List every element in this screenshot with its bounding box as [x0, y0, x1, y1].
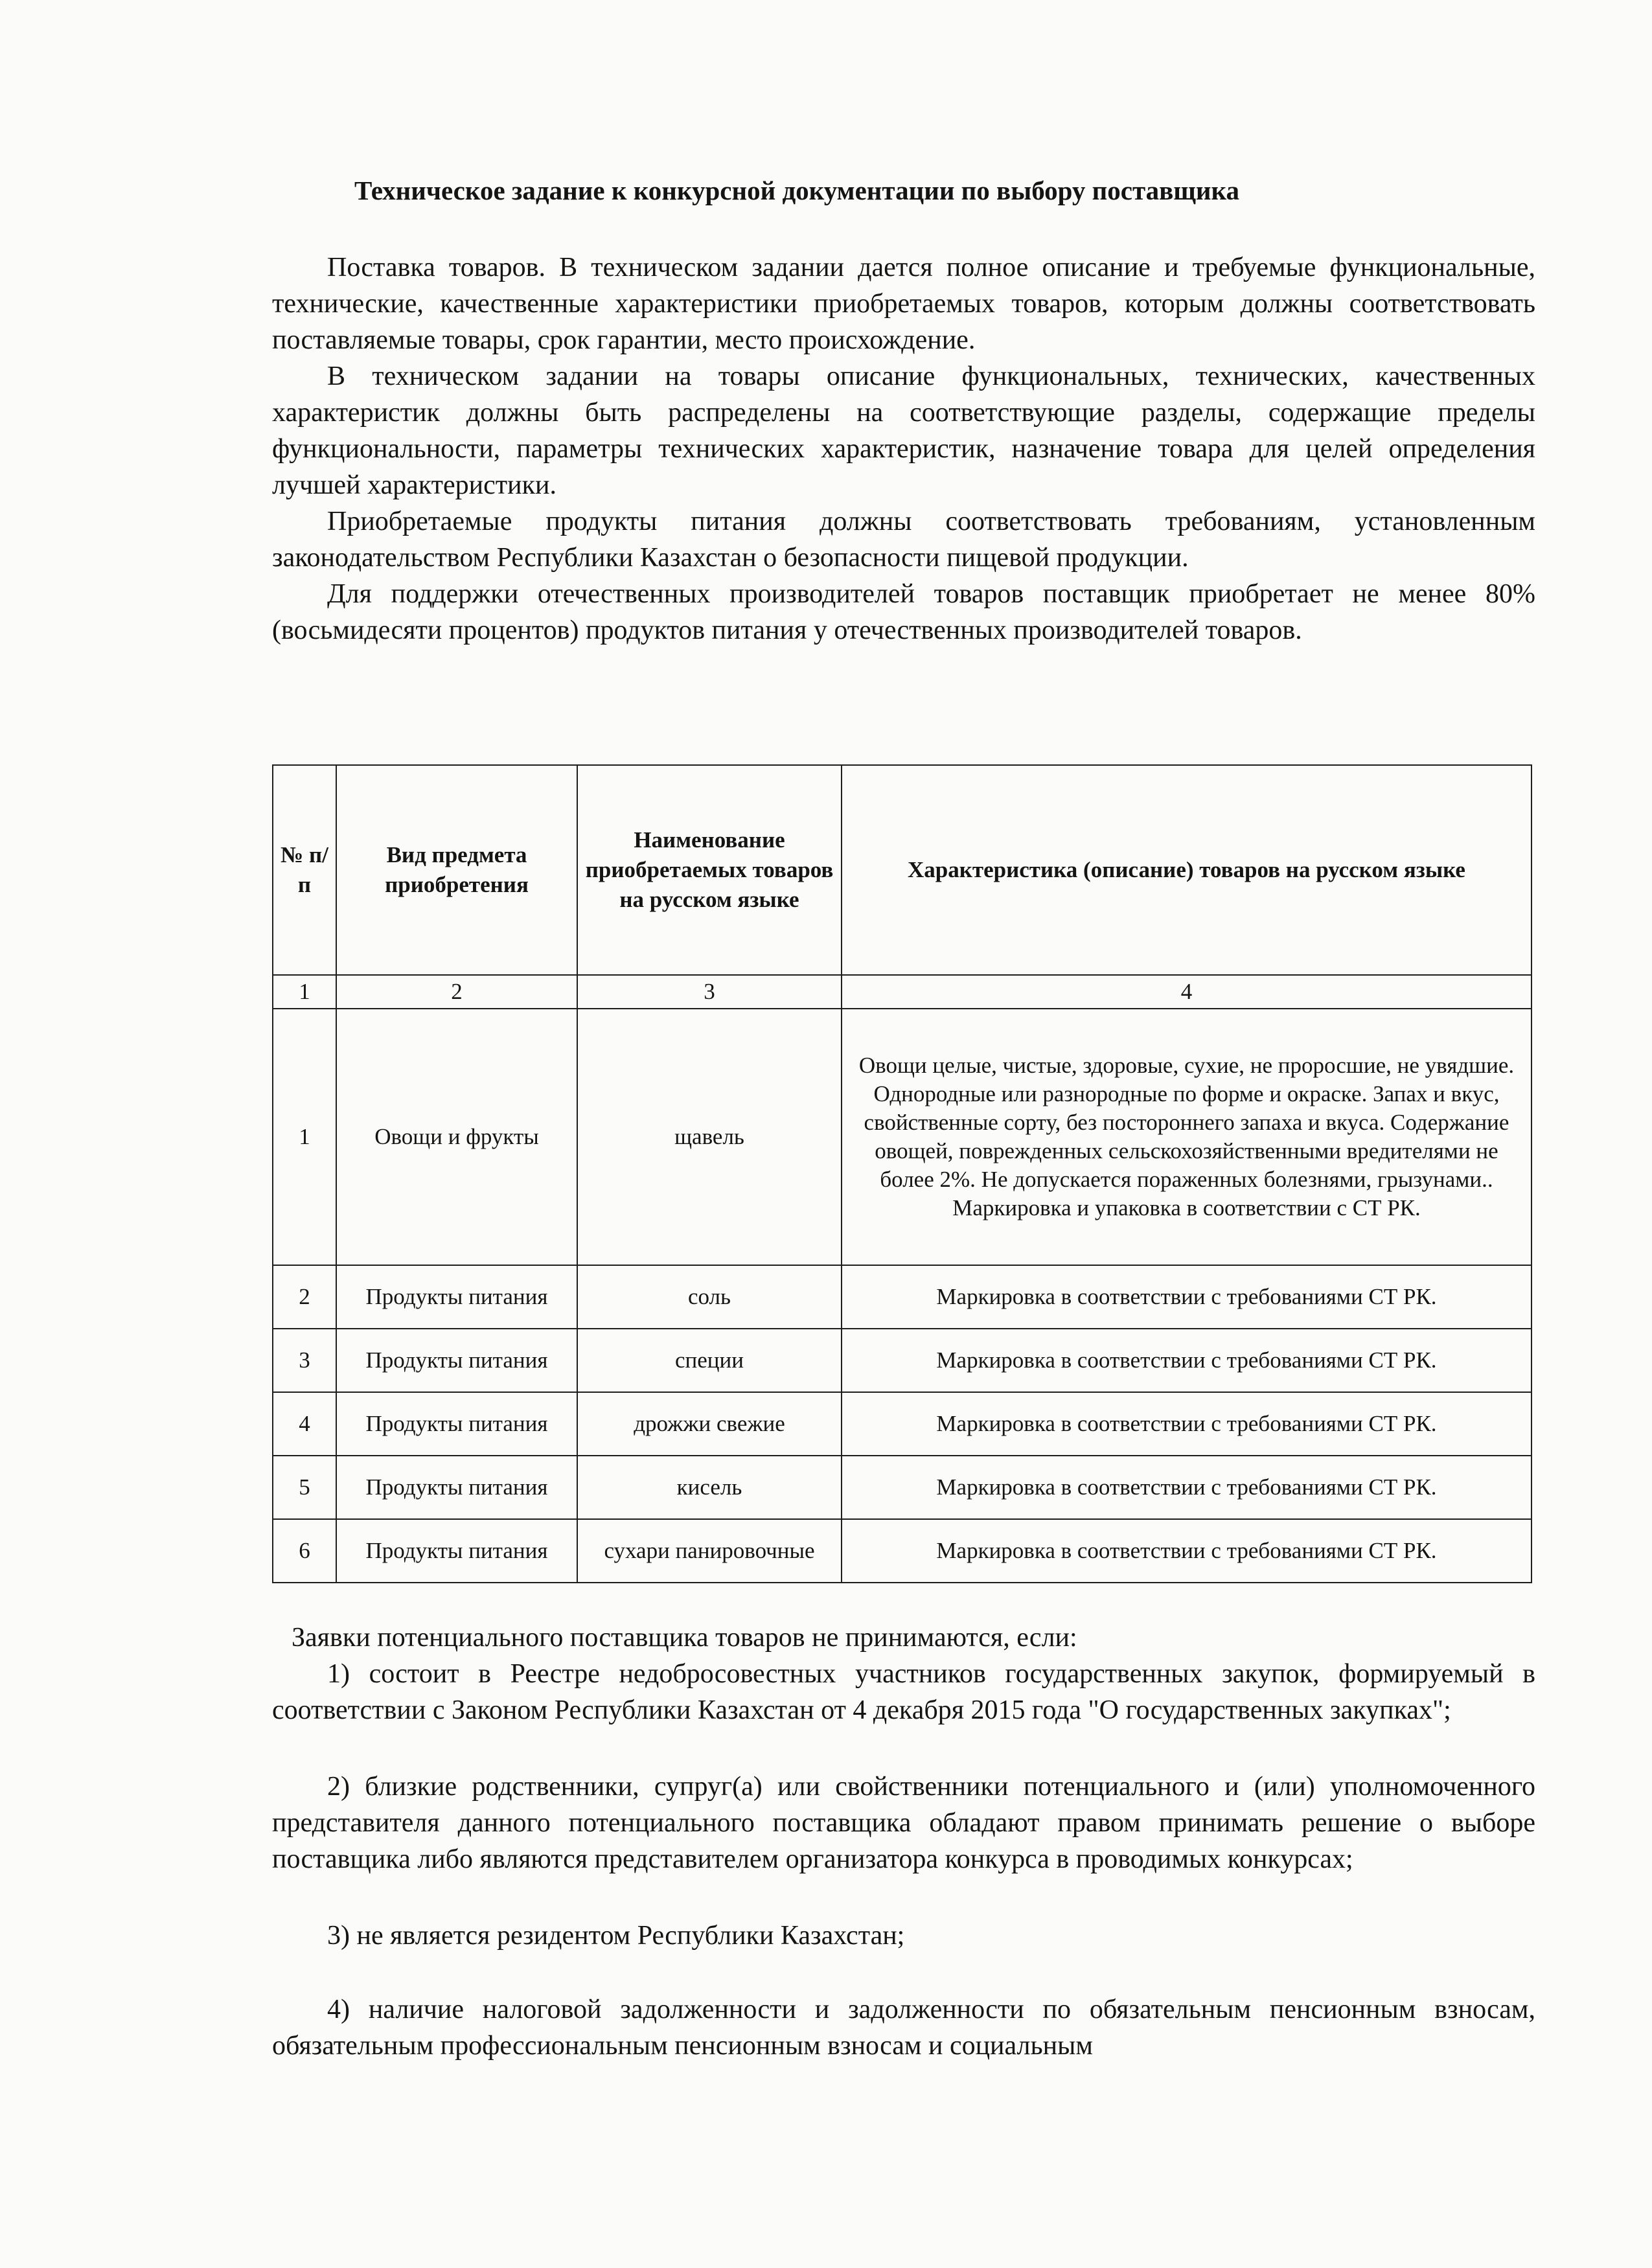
table-row	[273, 1392, 1532, 1456]
header-description: Характеристика (описание) товаров на русском языке	[842, 765, 1532, 975]
column-number: 4	[842, 975, 1532, 1009]
row-number: 5	[273, 1456, 336, 1519]
row-description: Маркировка в соответствии с требованиями СТ РК.	[842, 1329, 1532, 1392]
row-number: 6	[273, 1519, 336, 1583]
rejection-conditions	[272, 1620, 1535, 2064]
table-row	[273, 1329, 1532, 1392]
row-number: 4	[273, 1392, 336, 1456]
row-name: кисель	[577, 1456, 842, 1519]
column-number: 2	[336, 975, 577, 1009]
table-row	[273, 1009, 1532, 1265]
row-description: Маркировка в соответствии с требованиями СТ РК.	[842, 1519, 1532, 1583]
row-name: сухари панировочные	[577, 1519, 842, 1583]
intro-paragraph: Приобретаемые продукты питания должны соответствовать требованиям, установленным законодательством Республики Казахстан о безопасности пищевой продукции.	[272, 507, 1535, 573]
row-number: 1	[273, 1009, 336, 1265]
row-description: Маркировка в соответствии с требованиями СТ РК.	[842, 1456, 1532, 1519]
column-number: 3	[577, 975, 842, 1009]
row-description: Маркировка в соответствии с требованиями СТ РК.	[842, 1392, 1532, 1456]
row-name: специи	[577, 1329, 842, 1392]
header-name: Наименование приобретаемых товаров на русском языке	[577, 765, 842, 975]
row-number: 3	[273, 1329, 336, 1392]
row-description: Овощи целые, чистые, здоровые, сухие, не проросшие, не увядшие. Однородные или разнородные по форме и окраске. Запах и вкус, свойственные сорту, без постороннего запаха и вкуса. Содержание овощей, поврежденных сельскохозяйственными вредителями не более 2%. Не допускается пораженных болезнями, грызунами.. Маркировка и упаковка в соответствии с СТ РК.	[842, 1009, 1532, 1265]
row-name: дрожжи свежие	[577, 1392, 842, 1456]
row-type: Продукты питания	[336, 1329, 577, 1392]
header-type: Вид предмета приобретения	[336, 765, 577, 975]
row-type: Продукты питания	[336, 1392, 577, 1456]
goods-table	[272, 764, 1532, 1583]
intro-section	[272, 249, 1535, 648]
table-row	[273, 1456, 1532, 1519]
row-type: Продукты питания	[336, 1265, 577, 1329]
row-name: соль	[577, 1265, 842, 1329]
condition-item: 4) наличие налоговой задолженности и задолженности по обязательным пенсионным взносам, обязательным профессиональным пенсионным взносам и социальным	[272, 1995, 1535, 2061]
condition-item: 2) близкие родственники, супруг(а) или свойственники потенциального и (или) уполномоченного представителя данного потенциального поставщика обладают правом принимать решение о выборе поставщика либо являются представителем организатора конкурса в проводимых конкурсах;	[272, 1772, 1535, 1874]
intro-paragraph: Для поддержки отечественных производителей товаров поставщик приобретает не менее 80% (восьмидесяти процентов) продуктов питания у отечественных производителей товаров.	[272, 579, 1535, 645]
table-row	[273, 1519, 1532, 1583]
intro-paragraph: В техническом задании на товары описание функциональных, технических, качественных характеристик должны быть распределены на соответствующие разделы, содержащие пределы функциональности, параметры технических характеристик, назначение товара для целей определения лучшей характеристики.	[272, 361, 1535, 500]
condition-item: 1) состоит в Реестре недобросовестных участников государственных закупок, формируемый в соответствии с Законом Республики Казахстан от 4 декабря 2015 года "О государственных закупках";	[272, 1659, 1535, 1725]
row-type: Продукты питания	[336, 1519, 577, 1583]
header-number: № п/п	[273, 765, 336, 975]
row-number: 2	[273, 1265, 336, 1329]
row-type: Продукты питания	[336, 1456, 577, 1519]
column-number-row	[273, 975, 1532, 1009]
row-name: щавель	[577, 1009, 842, 1265]
condition-item: 3) не является резидентом Республики Казахстан;	[327, 1921, 905, 1951]
table-row	[273, 1265, 1532, 1329]
row-type: Овощи и фрукты	[336, 1009, 577, 1265]
table-header-row	[273, 765, 1532, 975]
intro-paragraph: Поставка товаров. В техническом задании дается полное описание и требуемые функциональные, технические, качественные характеристики приобретаемых товаров, которым должны соответствовать поставляемые товары, срок гарантии, место происхождение.	[272, 253, 1535, 355]
document-title: Техническое задание к конкурсной документации по выбору поставщика	[354, 176, 1240, 205]
row-description: Маркировка в соответствии с требованиями СТ РК.	[842, 1265, 1532, 1329]
conditions-lead: Заявки потенциального поставщика товаров не принимаются, если:	[292, 1623, 1077, 1653]
column-number: 1	[273, 975, 336, 1009]
